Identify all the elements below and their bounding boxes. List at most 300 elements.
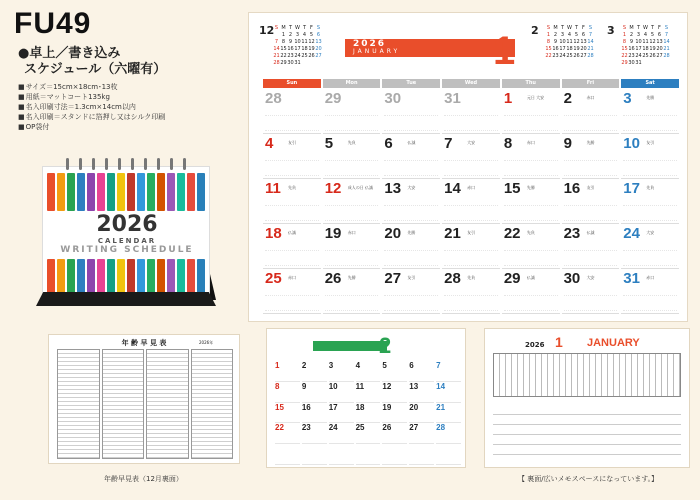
mini-day: 1 <box>622 32 627 38</box>
thumbnail-day-grid <box>275 361 461 465</box>
calendar-page-january <box>248 12 688 322</box>
thumbnail-day <box>275 444 300 465</box>
age-table-grid <box>57 349 233 459</box>
thumbnail-day <box>302 444 327 465</box>
stripe <box>127 173 135 211</box>
weekday-wed: Wed <box>442 79 500 88</box>
day-cell <box>263 134 321 179</box>
thumbnail-day: 2 <box>302 361 327 382</box>
mini-day: W <box>295 25 300 31</box>
rokuyo-label: 赤口 <box>646 275 655 280</box>
mini-day: 18 <box>301 46 308 52</box>
thumbnail-day: 20 <box>409 403 434 424</box>
day-cell <box>621 269 679 314</box>
stripe <box>47 259 55 297</box>
rokuyo-label: 赤口 <box>347 230 356 235</box>
mini-day: 4 <box>302 32 307 38</box>
rokuyo-label: 仏滅 <box>407 140 416 145</box>
month-banner <box>345 39 515 57</box>
mini-day: 3 <box>636 32 641 38</box>
rokuyo-label: 大安 <box>407 185 416 190</box>
day-cell <box>562 179 620 224</box>
mini-day: W <box>567 25 572 31</box>
mini-day: 14 <box>587 39 594 45</box>
day-cell <box>502 89 560 134</box>
thumbnail-day: 19 <box>382 403 407 424</box>
stripe <box>177 173 185 211</box>
mini-day: 31 <box>635 60 642 66</box>
memo-page <box>484 328 690 468</box>
mini-day: S <box>316 25 321 31</box>
day-number: 16 <box>563 180 581 197</box>
stripe <box>117 259 125 297</box>
day-cell <box>621 179 679 224</box>
thumbnail-day: 26 <box>382 423 407 444</box>
day-cell <box>502 134 560 179</box>
mini-day <box>301 60 308 66</box>
day-number: 22 <box>503 225 521 242</box>
day-cell <box>502 224 560 269</box>
rokuyo-label: 赤口 <box>526 140 535 145</box>
banner-month-name: JANUARY <box>353 48 401 55</box>
thumbnail-day: 6 <box>409 361 434 382</box>
mini-day: 26 <box>573 53 580 59</box>
stripe <box>117 173 125 211</box>
rokuyo-label: 先負 <box>646 185 655 190</box>
mini-day: 5 <box>650 32 655 38</box>
rokuyo-label: 先負 <box>526 230 535 235</box>
weekday-fri: Fri <box>562 79 620 88</box>
thumbnail-day: 27 <box>409 423 434 444</box>
day-number: 28 <box>444 270 461 287</box>
stripe <box>67 259 75 297</box>
mini-day <box>656 60 663 66</box>
mini-month-label: 12 <box>259 24 275 37</box>
thumbnail-day <box>409 444 434 465</box>
thumbnail-day: 11 <box>356 382 381 403</box>
day-number: 31 <box>623 270 640 287</box>
mini-day: F <box>310 25 313 31</box>
day-number: 27 <box>384 270 402 287</box>
day-cell <box>323 269 381 314</box>
mini-day: 11 <box>566 39 573 45</box>
stripe <box>197 173 205 211</box>
weekday-thu: Thu <box>502 79 560 88</box>
mini-day: 25 <box>301 53 308 59</box>
spec-print-method: ■ 名入印刷＝スタンドに箔押し又はシルク印刷 <box>18 112 165 122</box>
thumbnail-day: 12 <box>382 382 407 403</box>
mini-day: T <box>650 25 655 31</box>
thumbnail-day: 13 <box>409 382 434 403</box>
mini-day: 28 <box>587 53 594 59</box>
day-cell <box>502 269 560 314</box>
memo-caption: 【 裏面/広いメモスペースになっています。】 <box>518 475 659 483</box>
mini-day <box>642 60 649 66</box>
stripe <box>77 173 85 211</box>
mini-day: 14 <box>663 39 670 45</box>
day-cell <box>442 269 500 314</box>
stripe-band-top <box>47 173 205 211</box>
mini-day: 16 <box>552 46 559 52</box>
day-number: 6 <box>384 135 393 152</box>
mini-day: 15 <box>280 46 287 52</box>
rokuyo-label: 先負 <box>288 185 296 190</box>
mini-month-label: 3 <box>607 24 615 37</box>
stripe <box>77 259 85 297</box>
age-table-caption: 年齢早見表（12月裏面） <box>104 475 183 483</box>
stripe <box>107 259 115 297</box>
mini-day: 4 <box>567 32 572 38</box>
mini-day: 5 <box>309 32 314 38</box>
mini-day: S <box>546 25 551 31</box>
rokuyo-label: 友引 <box>646 140 655 145</box>
day-number: 11 <box>265 180 281 197</box>
mini-day: T <box>302 25 307 31</box>
mini-day: 22 <box>545 53 552 59</box>
mini-day: 7 <box>664 32 669 38</box>
stripe <box>127 259 135 297</box>
rokuyo-label: 友引 <box>467 230 476 235</box>
mini-day: 23 <box>628 53 635 59</box>
spec-bag: ■ OP袋付 <box>18 122 165 132</box>
day-cell <box>382 224 440 269</box>
mini-day: 20 <box>580 46 587 52</box>
mini-day: 10 <box>635 39 642 45</box>
stand-base <box>36 292 216 306</box>
mini-day: 27 <box>315 53 322 59</box>
mini-day: 10 <box>559 39 566 45</box>
spec-size: ■ サイズ＝15cm×18cm･13枚 <box>18 82 165 92</box>
mini-day: 8 <box>281 39 286 45</box>
day-number: 29 <box>324 90 342 107</box>
mini-day: 18 <box>642 46 649 52</box>
day-number: 12 <box>324 180 342 197</box>
day-cell <box>382 179 440 224</box>
february-thumbnail <box>266 328 466 468</box>
weekday-header <box>263 79 679 88</box>
mini-day: 21 <box>273 53 280 59</box>
weekday-sun: Sun <box>263 79 321 88</box>
weekday-mon: Mon <box>323 79 381 88</box>
stripe <box>137 259 145 297</box>
day-cell <box>382 269 440 314</box>
mini-day: 28 <box>273 60 280 66</box>
thumbnail-day: 16 <box>302 403 327 424</box>
mini-day: 1 <box>281 32 286 38</box>
mini-day: F <box>658 25 661 31</box>
mini-day: 24 <box>635 53 642 59</box>
thumbnail-day: 17 <box>329 403 354 424</box>
rokuyo-label: 友引 <box>407 275 416 280</box>
stripe <box>87 173 95 211</box>
mini-day: 29 <box>621 60 628 66</box>
day-cell <box>562 89 620 134</box>
mini-day: 19 <box>649 46 656 52</box>
rokuyo-label: 仏滅 <box>526 275 535 280</box>
day-number: 8 <box>503 135 513 152</box>
day-number: 17 <box>623 180 640 197</box>
mini-grid <box>621 25 670 66</box>
day-number: 20 <box>384 225 402 242</box>
mini-day: 9 <box>629 39 634 45</box>
memo-month-name: JANUARY <box>587 337 640 349</box>
thumbnail-day: 23 <box>302 423 327 444</box>
stripe <box>157 173 165 211</box>
day-number: 18 <box>265 225 282 242</box>
mini-day: 4 <box>643 32 648 38</box>
mini-day: F <box>582 25 585 31</box>
mini-day: 22 <box>621 53 628 59</box>
mini-day: 23 <box>552 53 559 59</box>
product-title: ●卓上／書き込み <box>18 46 121 61</box>
day-cell <box>621 89 679 134</box>
thumbnail-day: 14 <box>436 382 461 403</box>
thumbnail-day: 4 <box>356 361 381 382</box>
stripe <box>147 173 155 211</box>
mini-day: 3 <box>295 32 300 38</box>
rokuyo-label: 先勝 <box>646 95 655 100</box>
rokuyo-label: 赤口 <box>586 95 595 100</box>
day-number: 23 <box>563 225 581 242</box>
mini-day: S <box>274 25 279 31</box>
mini-day: 16 <box>628 46 635 52</box>
mini-day: 3 <box>560 32 565 38</box>
thumbnail-day: 22 <box>275 423 300 444</box>
rokuyo-label: 仏滅 <box>288 230 296 235</box>
mini-day: 25 <box>566 53 573 59</box>
day-cell <box>263 224 321 269</box>
mini-day: M <box>629 25 634 31</box>
rokuyo-label: 先勝 <box>347 275 356 280</box>
rokuyo-label: 先負 <box>347 140 356 145</box>
rokuyo-label: 先勝 <box>586 140 595 145</box>
day-cell <box>263 179 321 224</box>
day-cell <box>621 134 679 179</box>
thumbnail-day <box>356 444 381 465</box>
day-number: 2 <box>563 90 572 107</box>
day-cell <box>263 89 321 134</box>
thumbnail-day: 25 <box>356 423 381 444</box>
day-number: 31 <box>444 90 461 107</box>
rokuyo-label: 大安 <box>646 230 655 235</box>
day-cell <box>382 89 440 134</box>
thumbnail-day: 28 <box>436 423 461 444</box>
mini-day: 6 <box>581 32 586 38</box>
product-subtitle: スケジュール（六曜有） <box>24 62 167 77</box>
mini-day: T <box>636 25 641 31</box>
mini-day: 30 <box>287 60 294 66</box>
thumbnail-day: 18 <box>356 403 381 424</box>
mini-day <box>649 60 656 66</box>
day-number: 19 <box>324 225 342 242</box>
memo-day-column <box>674 354 680 396</box>
day-number: 4 <box>265 135 274 152</box>
mini-day: M <box>553 25 558 31</box>
mini-day: 2 <box>629 32 634 38</box>
mini-day: 2 <box>553 32 558 38</box>
day-number: 7 <box>444 135 453 152</box>
mini-day: 27 <box>656 53 663 59</box>
mini-day: 20 <box>315 46 322 52</box>
mini-day: 13 <box>656 39 663 45</box>
mini-day: M <box>281 25 286 31</box>
day-cell <box>502 179 560 224</box>
rokuyo-label: 友引 <box>586 185 595 190</box>
day-number: 30 <box>563 270 581 287</box>
memo-lines <box>493 405 681 463</box>
rokuyo-label: 先負 <box>467 275 476 280</box>
mini-day: 9 <box>553 39 558 45</box>
stripe <box>167 259 175 297</box>
stripe <box>167 173 175 211</box>
mini-day: 18 <box>566 46 573 52</box>
mini-day: 11 <box>642 39 649 45</box>
mini-day: 7 <box>274 39 279 45</box>
mini-grid <box>273 25 322 66</box>
mini-day: 6 <box>657 32 662 38</box>
stripe <box>107 173 115 211</box>
mini-month-label: 2 <box>531 24 539 37</box>
mini-day: 13 <box>315 39 322 45</box>
mini-day: 27 <box>580 53 587 59</box>
day-number: 21 <box>444 225 461 242</box>
rokuyo-label: 元日 大安 <box>526 95 545 100</box>
mini-day: 28 <box>663 53 670 59</box>
thumbnail-day: 3 <box>329 361 354 382</box>
thumbnail-day: 1 <box>275 361 300 382</box>
rokuyo-label: 先勝 <box>526 185 535 190</box>
rokuyo-label: 成人の日 仏滅 <box>347 185 373 190</box>
day-grid <box>263 89 679 314</box>
thumbnail-day: 7 <box>436 361 461 382</box>
weekday-tue: Tue <box>382 79 440 88</box>
cover-subtitle-2: WRITING SCHEDULE <box>60 245 194 255</box>
mini-day: 19 <box>308 46 315 52</box>
rokuyo-label: 先勝 <box>407 230 416 235</box>
banner-year: 2026 <box>353 39 387 49</box>
stripe <box>187 173 195 211</box>
day-cell <box>323 89 381 134</box>
mini-day: 20 <box>656 46 663 52</box>
mini-day: 24 <box>294 53 301 59</box>
mini-day: 21 <box>587 46 594 52</box>
stripe <box>97 259 105 297</box>
mini-day: 15 <box>621 46 628 52</box>
mini-day: 30 <box>628 60 635 66</box>
product-code: FU49 <box>14 7 92 40</box>
mini-day: 23 <box>287 53 294 59</box>
day-number: 29 <box>503 270 521 287</box>
cover-subtitle: CALENDAR <box>97 237 157 245</box>
rokuyo-label: 赤口 <box>288 275 296 280</box>
age-table-title: 年 齢 早 見 表 <box>121 339 167 347</box>
mini-day: 9 <box>288 39 293 45</box>
day-cell <box>562 269 620 314</box>
desk-calendar-image <box>36 158 216 308</box>
stripe <box>97 173 105 211</box>
mini-day: 5 <box>574 32 579 38</box>
mini-day: 8 <box>622 39 627 45</box>
mini-day: 26 <box>649 53 656 59</box>
thumbnail-day: 21 <box>436 403 461 424</box>
mini-day: 17 <box>294 46 301 52</box>
mini-day: W <box>643 25 648 31</box>
day-number: 28 <box>265 90 282 107</box>
memo-month-number: 1 <box>555 334 563 350</box>
mini-day: S <box>664 25 669 31</box>
month-number: 1 <box>493 29 516 73</box>
thumbnail-day <box>382 444 407 465</box>
stripe-band-bottom <box>47 259 205 297</box>
stripe <box>47 173 55 211</box>
mini-day: 12 <box>649 39 656 45</box>
thumbnail-day: 9 <box>302 382 327 403</box>
day-cell <box>263 269 321 314</box>
day-cell <box>621 224 679 269</box>
age-table-year: 2026年 <box>199 340 214 345</box>
mini-day: 19 <box>573 46 580 52</box>
calendar-cover <box>42 166 210 300</box>
day-cell <box>442 224 500 269</box>
stripe <box>187 259 195 297</box>
day-cell <box>442 179 500 224</box>
thumbnail-day <box>329 444 354 465</box>
mini-day: 13 <box>580 39 587 45</box>
cover-year: 2026 <box>96 212 158 237</box>
stripe <box>147 259 155 297</box>
mini-day: T <box>574 25 579 31</box>
mini-day: S <box>588 25 593 31</box>
day-number: 10 <box>623 135 640 152</box>
rokuyo-label: 友引 <box>288 140 296 145</box>
mini-day: 25 <box>642 53 649 59</box>
day-cell <box>323 134 381 179</box>
day-cell <box>323 224 381 269</box>
day-number: 26 <box>324 270 342 287</box>
rokuyo-label: 大安 <box>586 275 595 280</box>
binding-rings <box>66 158 186 170</box>
thumbnail-day: 10 <box>329 382 354 403</box>
stripe <box>177 259 185 297</box>
spec-print-area: ■ 名入印刷寸法＝1.3cm×14cm以内 <box>18 102 165 112</box>
day-number: 13 <box>384 180 402 197</box>
day-number: 5 <box>324 135 334 152</box>
mini-day: 12 <box>308 39 315 45</box>
day-cell <box>382 134 440 179</box>
rokuyo-label: 仏滅 <box>586 230 595 235</box>
day-number: 14 <box>444 180 461 197</box>
mini-day <box>308 60 315 66</box>
day-cell <box>562 134 620 179</box>
mini-day: 31 <box>294 60 301 66</box>
mini-day: 7 <box>588 32 593 38</box>
day-number: 24 <box>623 225 640 242</box>
weekday-sat: Sat <box>621 79 679 88</box>
thumbnail-day: 24 <box>329 423 354 444</box>
day-number: 25 <box>265 270 282 287</box>
rokuyo-label: 大安 <box>467 140 476 145</box>
mini-day: 29 <box>280 60 287 66</box>
stripe <box>157 259 165 297</box>
mini-day: 21 <box>663 46 670 52</box>
mini-day: S <box>622 25 627 31</box>
mini-day: 12 <box>573 39 580 45</box>
day-number: 9 <box>563 135 572 152</box>
day-cell <box>562 224 620 269</box>
thumbnail-day <box>436 444 461 465</box>
mini-day: 24 <box>559 53 566 59</box>
day-cell <box>442 89 500 134</box>
